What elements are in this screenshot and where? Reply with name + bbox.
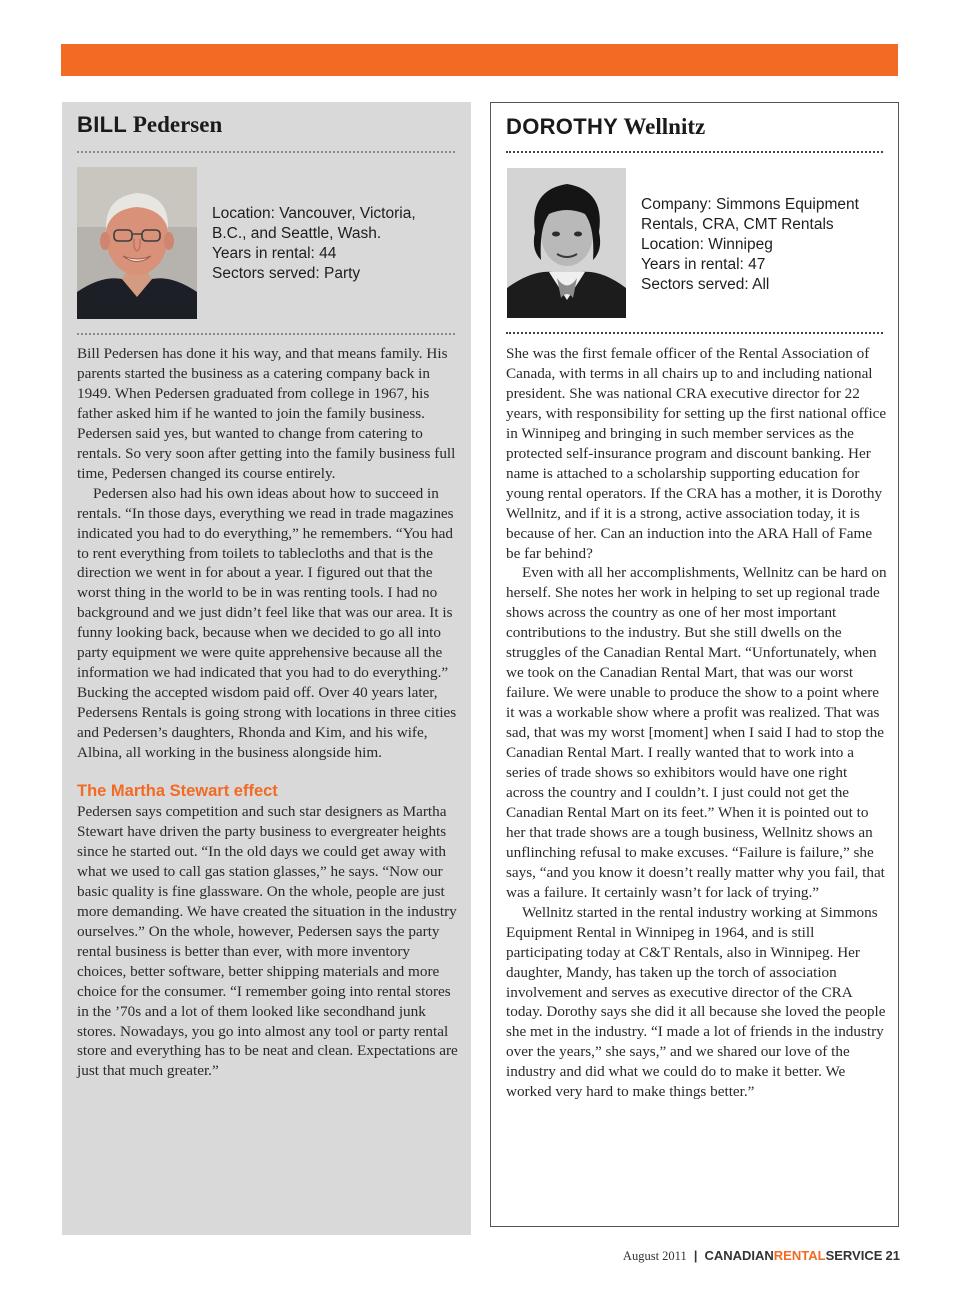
footer-separator: | xyxy=(693,1249,698,1263)
page-number: 21 xyxy=(885,1248,900,1263)
publication-name xyxy=(704,1248,882,1263)
profile-last-name: Wellnitz xyxy=(623,114,706,139)
fact-line: Company: Simmons Equipment xyxy=(641,196,859,213)
body-paragraph: Pedersen also had his own ideas about how to succeed in rentals. “In those days, everything we read in trade magazines indicated you had to do everything,” he remembers. “You had to rent everything from toilets to tablecloths and that is the direction we went in for about a year. I figured out that the worst thing in the world to be in was renting tools. I had no background and we just didn’t feel like that was our area. It is funny looking back, because when we decided to go all into party equipment we were quite apprehensive because all the information we had indicated that you had to do everything.” Bucking the accepted wisdom paid off. Over 40 years later, Pedersens Rentals is going strong with locations in three cities and Pedersen’s daughters, Rhonda and Kim, and his wife, Albina, all working in the business alongside him. xyxy=(77,484,457,762)
fact-line: Years in rental: 47 xyxy=(641,256,766,273)
profile-bill-pedersen xyxy=(62,102,471,1235)
profile-first-name: DOROTHY xyxy=(506,114,619,139)
body-paragraph: Pedersen says competition and such star designers as Martha Stewart have driven the party business to evergreater heights since he started out. “In the old days we could get away with what we used to call gas station glasses,” he says. “Now our basic quality is fine glassware. On the whole, people are just more demanding. We have created the situation in the industry ourselves.” On the whole, however, Pedersen says the party rental business is better than ever, with more inventory choices, better software, better shipping materials and more choice for the consumer. “I remember going into rental stores in the ’70s and a lot of them looked like secondhand junk stores. Nowadays, you go into almost any tool or party rental store and everything has to be neat and clean. Expectations are just that much greater.” xyxy=(77,803,458,1080)
issue-date: August 2011 xyxy=(622,1249,687,1263)
portrait-photo xyxy=(77,167,197,319)
brand-part: CANADIAN xyxy=(704,1248,774,1263)
portrait-photo xyxy=(507,168,626,318)
dotted-divider xyxy=(77,151,455,153)
body-paragraph: Even with all her accomplishments, Wellnitz can be hard on herself. She notes her work in helping to set up regional trade shows across the country as one of her most important contributions to the industry. But she still dwells on the struggles of the Canadian Rental Mart. “Unfortunately, when we took on the Canadian Rental Mart, that was our worst failure. We were unable to produce the show to a point where it was a workable show where a profit was realized. That was sad, that was my worst [moment] when I said I had to stop the Canadian Rental Mart. I really wanted that to work into a series of trade shows so exhibitors would have one right across the country and I couldn’t. I just could not get the Canadian Rental Mart on its feet.” When it is pointed out to her that trade shows are a tough business, Wellnitz shows an unflinching refusal to make excuses. “Failure is failure,” she says, “and you know it doesn’t really matter why you fail, that was a failure. It certainly wasn’t for lack of trying.” xyxy=(506,564,887,901)
section-subhead: The Martha Stewart effect xyxy=(77,782,278,801)
header-color-bar xyxy=(61,44,898,76)
article-body xyxy=(506,344,888,1102)
brand-part: SERVICE xyxy=(825,1248,883,1263)
man-portrait-image xyxy=(77,167,197,319)
dotted-divider xyxy=(506,151,883,153)
profile-first-name: BILL xyxy=(77,112,128,137)
dotted-divider xyxy=(506,332,883,334)
profile-name xyxy=(506,114,705,140)
brand-part-highlight: RENTAL xyxy=(773,1248,826,1263)
profile-facts xyxy=(212,204,452,284)
profile-dorothy-wellnitz xyxy=(490,102,899,1227)
fact-line: Location: Vancouver, Victoria, xyxy=(212,205,416,222)
woman-portrait-image xyxy=(507,168,626,318)
fact-line: Sectors served: All xyxy=(641,276,770,293)
profile-last-name: Pedersen xyxy=(132,112,223,137)
page-footer xyxy=(623,1248,900,1264)
dotted-divider xyxy=(77,333,455,335)
fact-line: Sectors served: Party xyxy=(212,265,361,282)
profile-name xyxy=(77,112,222,138)
fact-line: Location: Winnipeg xyxy=(641,236,773,253)
body-paragraph: Wellnitz started in the rental industry working at Simmons Equipment Rental in Winnipeg in 1964, and is still participating today at C&T Rentals, also in Winnipeg. Her daughter, Mandy, has taken up the torch of association involvement and serves as executive director of the CRA today. Dorothy says she did it all because she loved the people she met in the industry. “I made a lot of friends in the industry over the years,” she says,” and we shared our love of the industry and did what we could do to make it better. We worked very hard to make things better.” xyxy=(506,903,886,1101)
fact-line: B.C., and Seattle, Wash. xyxy=(212,225,382,242)
body-paragraph: Bill Pedersen has done it his way, and that means family. His parents started the business as a catering company back in 1949. When Pedersen graduated from college in 1967, his father asked him if he wanted to join the family business. Pedersen said yes, but wanted to change from catering to rentals. So very soon after getting into the family business full time, Pedersen changed its course entirely. xyxy=(77,345,456,482)
article-body xyxy=(77,344,459,1081)
body-paragraph: She was the first female officer of the Rental Association of Canada, with terms in all chairs up to and including national president. She was national CRA executive director for 22 years, with responsibility for setting up the first national office in Winnipeg and bringing in such member services as the protected self-insurance program and discount banking. Her name is attached to a scholarship supporting education for young rental operators. If the CRA has a mother, it is Dorothy Wellnitz, and if it is a strong, active association today, it is because of her. Can an induction into the ARA Hall of Fame be far behind? xyxy=(506,345,887,562)
fact-line: Rentals, CRA, CMT Rentals xyxy=(641,216,834,233)
profile-facts xyxy=(641,195,881,295)
fact-line: Years in rental: 44 xyxy=(212,245,337,262)
